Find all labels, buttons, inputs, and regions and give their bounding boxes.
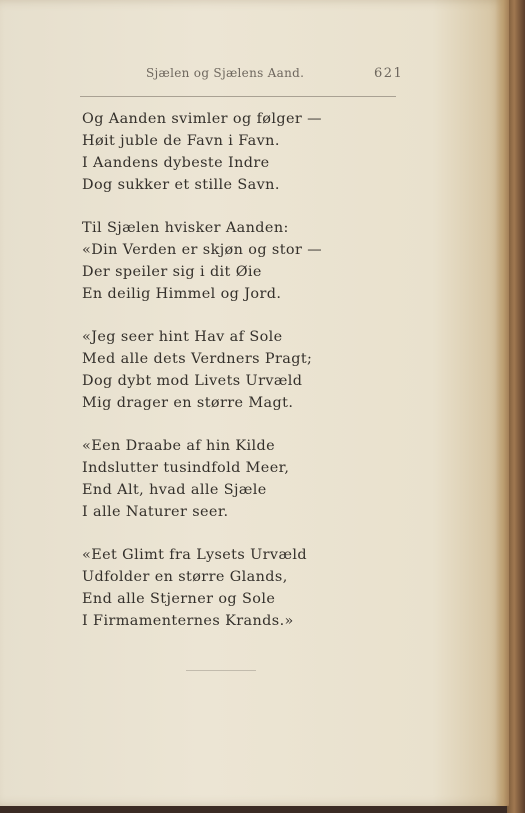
page-edge-shadow (495, 0, 509, 806)
poem-line: I Aandens dybeste Indre (82, 155, 270, 171)
poem-line: Dog sukker et stille Savn. (82, 177, 280, 193)
poem-line: «Eet Glimt fra Lysets Urvæld (82, 547, 308, 563)
poem-line: En deilig Himmel og Jord. (82, 286, 282, 302)
end-rule (186, 670, 256, 671)
poem-line: Dog dybt mod Livets Urvæld (82, 373, 303, 389)
running-title: Sjælen og Sjælens Aand. (146, 66, 305, 80)
stanza-1 (82, 108, 382, 196)
poem (82, 108, 382, 653)
poem-line: Og Aanden svimler og følger — (82, 111, 322, 127)
poem-line: Til Sjælen hvisker Aanden: (82, 220, 289, 236)
poem-line: «Din Verden er skjøn og stor — (82, 242, 322, 258)
stanza-3 (82, 326, 382, 414)
poem-line: Høit juble de Favn i Favn. (82, 133, 280, 149)
poem-line: «Jeg seer hint Hav af Sole (82, 329, 283, 345)
poem-line: I alle Naturer seer. (82, 504, 229, 520)
header-rule (80, 96, 396, 97)
poem-line: Der speiler sig i dit Øie (82, 264, 262, 280)
stanza-5 (82, 544, 382, 632)
page-number: 621 (374, 66, 404, 81)
poem-line: Med alle dets Verdners Pragt; (82, 351, 313, 367)
poem-line: Udfolder en større Glands, (82, 569, 288, 585)
stanza-4 (82, 435, 382, 523)
page-header (80, 66, 404, 86)
poem-line: «Een Draabe af hin Kilde (82, 438, 276, 454)
poem-line: Indslutter tusindfold Meer, (82, 460, 290, 476)
poem-line: End Alt, hvad alle Sjæle (82, 482, 267, 498)
poem-line: I Firmamenternes Krands.» (82, 613, 294, 629)
book-binding (507, 0, 525, 813)
stanza-2 (82, 217, 382, 305)
poem-line: Mig drager en større Magt. (82, 395, 294, 411)
poem-line: End alle Stjerner og Sole (82, 591, 276, 607)
